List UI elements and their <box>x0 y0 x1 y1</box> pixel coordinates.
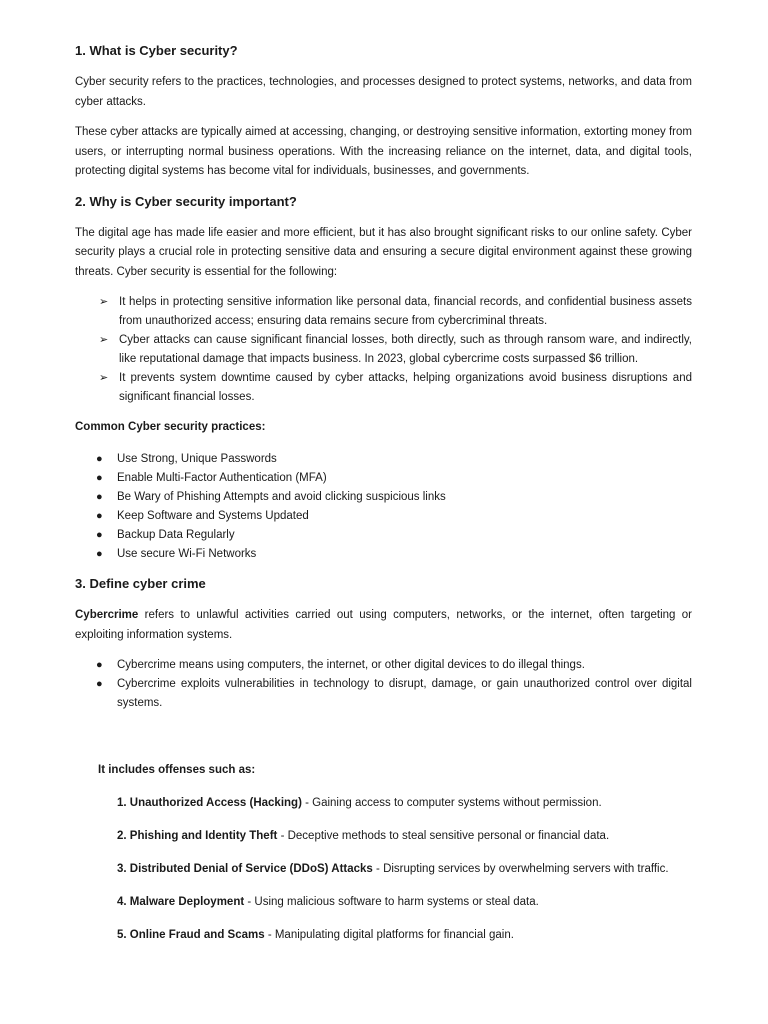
cybercrime-list <box>75 656 692 713</box>
arrow-bullet-icon: ➢ <box>99 296 109 308</box>
dot-bullet-icon: ● <box>96 548 103 560</box>
list-item: ➢ It prevents system downtime caused by cyber attacks, helping organizations avoid business disruptions and significant financial losses. <box>75 369 692 407</box>
offense-item: 5. Online Fraud and Scams - Manipulating digital platforms for financial gain. <box>117 929 514 941</box>
list-item: ● Be Wary of Phishing Attempts and avoid clicking suspicious links <box>75 488 692 507</box>
list-item: ➢ Cyber attacks can cause significant financial losses, both directly, such as through ransom ware, and indirectly, like reputational damage that impacts business. In 2023, global cybercrime costs surpassed $6 trillion. <box>75 331 692 369</box>
dot-bullet-icon: ● <box>96 510 103 522</box>
offenses-heading: It includes offenses such as: <box>98 764 256 776</box>
list-item: ● Use secure Wi-Fi Networks <box>75 545 692 564</box>
practices-heading: Common Cyber security practices: <box>75 421 266 433</box>
list-item: ● Keep Software and Systems Updated <box>75 507 692 526</box>
offense-item: 4. Malware Deployment - Using malicious software to harm systems or steal data. <box>117 896 539 908</box>
arrow-bullet-icon: ➢ <box>99 372 109 384</box>
offense-item: 1. Unauthorized Access (Hacking) - Gaining access to computer systems without permission. <box>117 797 602 809</box>
dot-bullet-icon: ● <box>96 659 103 671</box>
dot-bullet-icon: ● <box>96 453 103 465</box>
section-1-heading: 1. What is Cyber security? <box>75 43 238 58</box>
dot-bullet-icon: ● <box>96 491 103 503</box>
list-item: ● Cybercrime exploits vulnerabilities in technology to disrupt, damage, or gain unauthorized control over digital systems. <box>75 675 692 713</box>
offense-item: 3. Distributed Denial of Service (DDoS) Attacks - Disrupting services by overwhelming servers with traffic. <box>117 863 669 875</box>
dot-bullet-icon: ● <box>96 678 103 690</box>
section-2-heading: 2. Why is Cyber security important? <box>75 193 297 209</box>
section-2-paragraph-1: The digital age has made life easier and more efficient, but it has also brought significant risks to our online safety. Cyber security plays a crucial role in protecting sensitive data and ensuring a secure digital environment against these growing threats. Cyber security is essential for the following: <box>75 226 692 278</box>
practices-list <box>75 450 692 564</box>
list-item: ➢ It helps in protecting sensitive information like personal data, financial records, and confidential business assets from unauthorized access; ensuring data remains secure from cybercriminal threats. <box>75 293 692 331</box>
offense-item: 2. Phishing and Identity Theft - Deceptive methods to steal sensitive personal or financial data. <box>117 830 610 842</box>
section-3-paragraph-1: Cybercrime refers to unlawful activities carried out using computers, networks, or the internet, often targeting or exploiting information systems. <box>75 609 692 641</box>
list-item: ● Use Strong, Unique Passwords <box>75 450 692 469</box>
section-3-heading: 3. Define cyber crime <box>75 576 206 591</box>
section-1-paragraph-2: These cyber attacks are typically aimed at accessing, changing, or destroying sensitive information, extorting money from users, or interrupting normal business operations. With the increasing reliance on the internet, data, and digital tools, protecting digital systems has become vital for individuals, businesses, and governments. <box>75 126 692 177</box>
importance-list <box>75 293 692 407</box>
dot-bullet-icon: ● <box>96 529 103 541</box>
list-item: ● Cybercrime means using computers, the internet, or other digital devices to do illegal things. <box>75 656 692 675</box>
list-item: ● Enable Multi-Factor Authentication (MFA) <box>75 469 692 488</box>
section-1-paragraph-1: Cyber security refers to the practices, technologies, and processes designed to protect systems, networks, and data from cyber attacks. <box>75 76 692 108</box>
dot-bullet-icon: ● <box>96 472 103 484</box>
cybercrime-term: Cybercrime <box>75 609 139 621</box>
list-item: ● Backup Data Regularly <box>75 526 692 545</box>
arrow-bullet-icon: ➢ <box>99 334 109 346</box>
